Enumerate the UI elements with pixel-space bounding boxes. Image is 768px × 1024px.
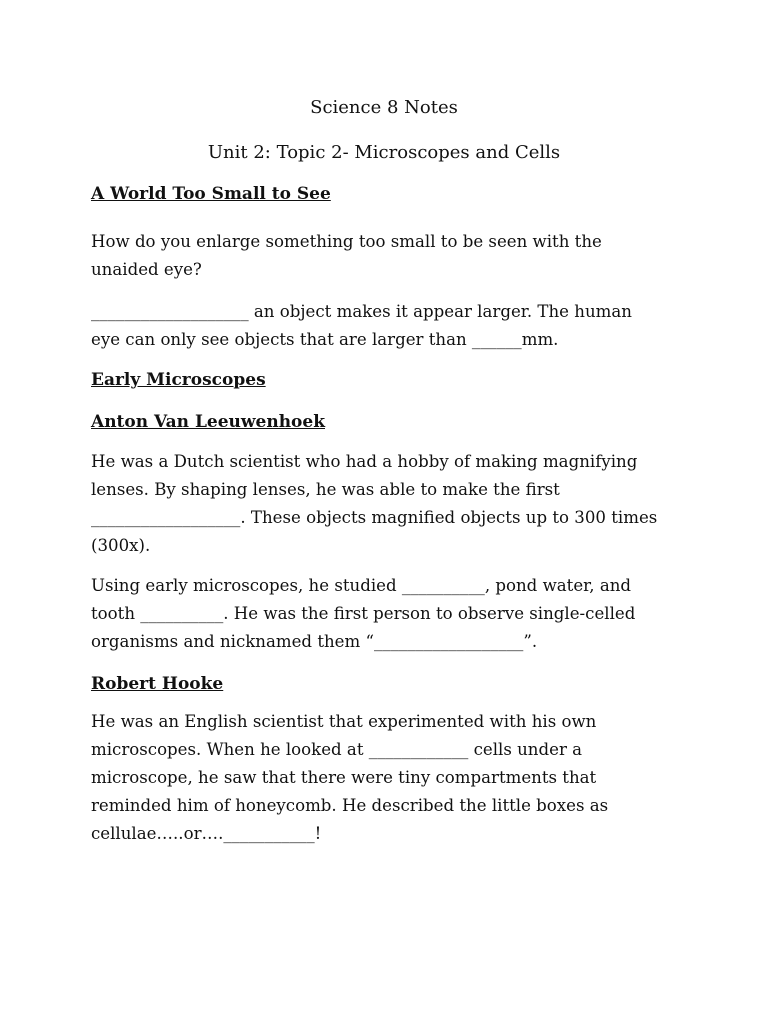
paragraph-line: (300x). [91,536,151,555]
paragraph-line: __________________. These objects magnified objects up to 300 times [91,508,658,527]
paragraph-line: organisms and nicknamed them “__________________”. [91,632,538,651]
subheading-robert-hooke: Robert Hooke [91,674,224,694]
paragraph-line: ___________________ an object makes it appear larger. The human [91,302,632,321]
paragraph-hooke-cells [91,708,691,848]
paragraph-line: reminded him of honeycomb. He described the little boxes as [91,796,609,815]
paragraph-line: Using early microscopes, he studied __________, pond water, and [91,576,632,595]
paragraph-line: tooth __________. He was the first person to observe single-celled [91,604,636,623]
paragraph-enlarge-question [91,228,691,284]
section-heading-early-microscopes: Early Microscopes [91,370,266,390]
paragraph-line: cellulae…..or….___________! [91,824,322,843]
paragraph-line: microscope, he saw that there were tiny compartments that [91,768,597,787]
document-subtitle: Unit 2: Topic 2- Microscopes and Cells [207,142,561,163]
paragraph-line: unaided eye? [91,260,202,279]
paragraph-line: microscopes. When he looked at ____________ cells under a [91,740,583,759]
paragraph-line: eye can only see objects that are larger than ______mm. [91,330,559,349]
subheading-anton-van-leeuwenhoek: Anton Van Leeuwenhoek [91,412,325,432]
paragraph-line: He was an English scientist that experimented with his own [91,712,597,731]
paragraph-magnifying-blank [91,298,691,354]
paragraph-line: lenses. By shaping lenses, he was able to make the first [91,480,560,499]
paragraph-leeuwenhoek-studies [91,572,691,656]
paragraph-leeuwenhoek-lenses [91,448,691,560]
document-title: Science 8 Notes [310,97,458,118]
paragraph-line: He was a Dutch scientist who had a hobby of making magnifying [91,452,638,471]
paragraph-line: How do you enlarge something too small to be seen with the [91,232,602,251]
section-heading-world-too-small: A World Too Small to See [91,184,331,204]
